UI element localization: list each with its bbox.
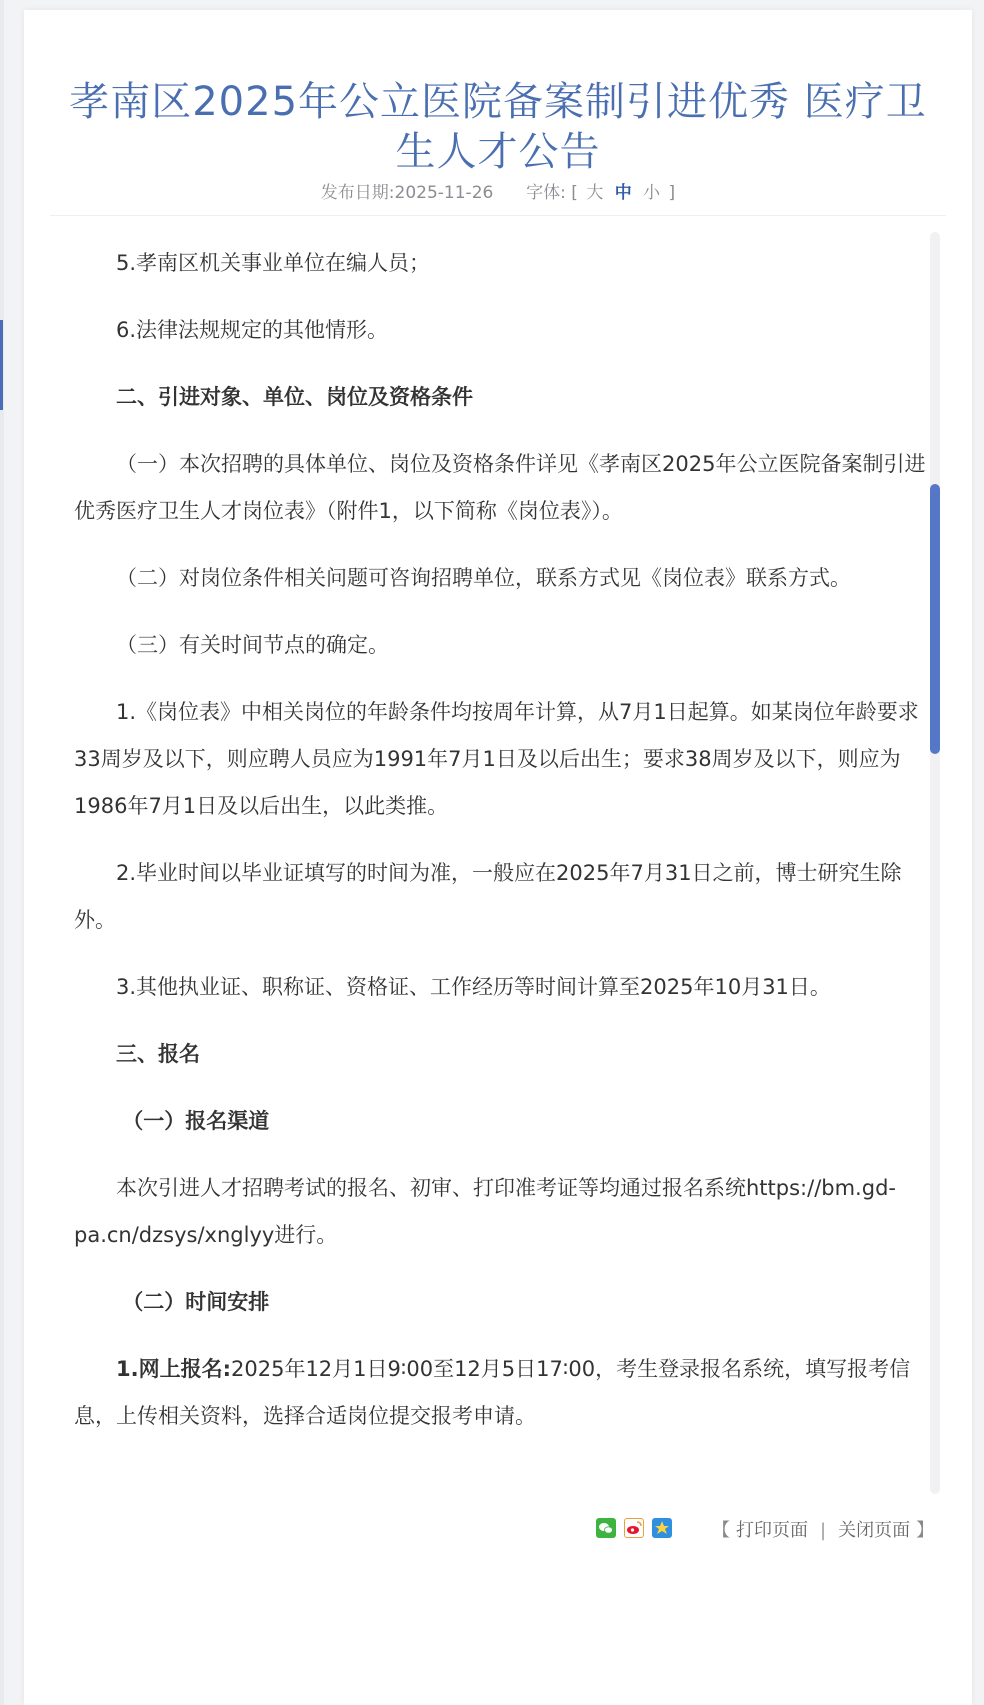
subsection-heading: （二）时间安排 — [122, 1290, 270, 1314]
page-actions — [712, 1516, 934, 1542]
paragraph: 6.法律法规规定的其他情形。 — [116, 318, 389, 342]
article-meta — [64, 178, 932, 203]
content-scrollbar[interactable] — [930, 232, 940, 1494]
article-body[interactable] — [74, 240, 934, 1490]
date-label: 发布日期: — [320, 183, 395, 203]
print-page-link[interactable]: 打印页面 — [736, 1520, 808, 1541]
actions-bracket-open: 【 — [712, 1520, 730, 1541]
paragraph-label: 1.网上报名: — [116, 1357, 231, 1381]
font-size-label: 字体: — [526, 183, 566, 203]
paragraph: （二）对岗位条件相关问题可咨询招聘单位，联系方式见《岗位表》联系方式。 — [116, 566, 851, 590]
section-heading: 二、引进对象、单位、岗位及资格条件 — [116, 385, 473, 409]
actions-bracket-close: 】 — [916, 1520, 935, 1541]
font-bracket-close: ] — [668, 183, 676, 203]
paragraph: 5.孝南区机关事业单位在编人员； — [116, 251, 431, 275]
paragraph: 1.《岗位表》中相关岗位的年龄条件均按周年计算，从7月1日起算。如某岗位年龄要求33周岁及以下，则应聘人员应为1991年7月1日及以后出生；要求38周岁及以下，则应为1986年7月1日及以后出生，以此类推。 — [74, 700, 919, 818]
wechat-icon[interactable] — [596, 1518, 616, 1538]
article-title: 孝南区2025年公立医院备案制引进优秀 医疗卫生人才公告 — [69, 78, 927, 175]
left-rail — [0, 0, 4, 1705]
actions-separator: | — [820, 1520, 827, 1541]
paragraph: 本次引进人才招聘考试的报名、初审、打印准考证等均通过报名系统https://bm.gd-pa.cn/dzsys/xnglyy进行。 — [74, 1176, 896, 1247]
header-divider — [50, 215, 946, 216]
publish-date: 2025-11-26 — [394, 183, 494, 203]
left-rail-indicator — [0, 320, 3, 410]
close-page-link[interactable]: 关闭页面 — [838, 1520, 911, 1541]
paragraph — [74, 1346, 934, 1440]
subsection-heading: （一）报名渠道 — [122, 1109, 270, 1133]
article-footer — [594, 1516, 970, 1542]
font-size-large-button[interactable]: 大 — [586, 183, 604, 203]
section-heading: 三、报名 — [116, 1042, 200, 1066]
paragraph: （一）本次招聘的具体单位、岗位及资格条件详见《孝南区2025年公立医院备案制引进优秀医疗卫生人才岗位表》（附件1，以下简称《岗位表》）。 — [74, 452, 926, 523]
font-size-medium-button[interactable]: 中 — [614, 183, 632, 203]
qzone-icon[interactable] — [652, 1518, 672, 1538]
scrollbar-thumb[interactable] — [930, 484, 940, 754]
paragraph: （三）有关时间节点的确定。 — [116, 633, 389, 657]
weibo-icon[interactable] — [624, 1518, 644, 1538]
article-card — [24, 10, 972, 1705]
font-size-small-button[interactable]: 小 — [643, 183, 661, 203]
font-bracket-open: [ — [571, 183, 578, 203]
paragraph: 2.毕业时间以毕业证填写的时间为准，一般应在2025年7月31日之前，博士研究生除外。 — [74, 861, 902, 932]
paragraph: 3.其他执业证、职称证、资格证、工作经历等时间计算至2025年10月31日。 — [116, 975, 831, 999]
paragraph-text: 2025年12月1日9∶00至12月5日17∶00，考生登录报名系统，填写报考信息，上传相关资料，选择合适岗位提交报考申请。 — [74, 1357, 911, 1428]
